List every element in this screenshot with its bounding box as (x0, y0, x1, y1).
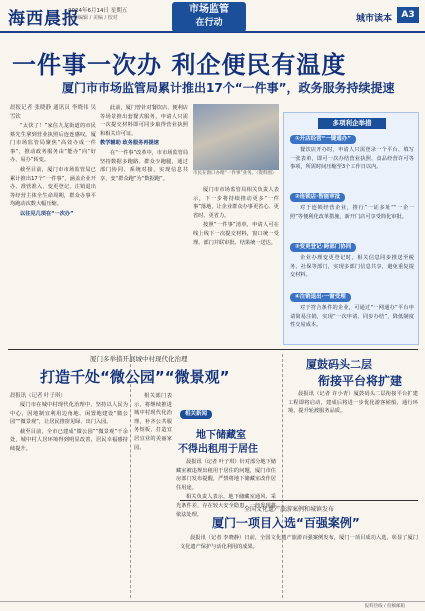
sidebar-title: 多项利企举措 (318, 118, 386, 129)
story5-body (180, 534, 418, 598)
story2-byline: 晨报讯（记者 叶子琪） (10, 393, 66, 399)
story4-body (288, 390, 418, 488)
story2-paragraph: 相关部门表示，将继续推进城中村现代化治理，补齐公共服务短板，打造宜居宜业的美丽家园。 (134, 393, 172, 451)
measures-sidebar (283, 112, 419, 345)
story3-kicker: 相关新闻 (180, 410, 212, 419)
lead-paragraph: 截至目前，厦门市市场监管局已累计推出17个“一件事”，涵盖企业开办、准营准入、变更登记、注销退出等经营主体全生命周期，群众办事平均跑动次数大幅压缩。 (10, 166, 96, 208)
story5-kicker: 全国文化遗产旅游案例和城镇发布 (244, 506, 335, 513)
story4-headline: 衔接平台将扩建 (318, 374, 403, 388)
lead-paragraph: 以往见几项在“一次办” (20, 210, 74, 217)
photo-caption: 市民在窗口办理“一件事”业务。（资料图） (193, 171, 277, 176)
sidebar-text: 餐饮店开办时，申请人只需登录一个平台、填写一张表单，即可一次办结营业执照、食品经营许可等事项，所需时间压缩至3个工作日以内。 (290, 147, 414, 171)
story2-column-2 (134, 392, 172, 451)
story5-divider (180, 500, 418, 501)
lead-column-2 (100, 104, 188, 344)
sidebar-tag: ④注销退出·一窗受理 (290, 293, 351, 302)
lead-subtitle: 教学辅助 政务服务再提速 (100, 140, 159, 147)
section-divider (8, 349, 418, 350)
sidebar-text: 对于连锁经营企业，推行“一证多址”“一企一照”等便利化改革措施，新开门店可享受简化审批。 (290, 205, 414, 220)
story3-headline-2: 不得出租用于居住 (178, 444, 258, 455)
masthead (0, 0, 425, 33)
lead-photo (193, 104, 279, 170)
lead-paragraph: 在“一件事”改革中，市市场监管局坚持数据多跑路、群众少跑腿，通过部门协同、系统对接，实现信息共享，变“群众跑”为“数据跑”。 (100, 149, 189, 182)
newspaper-logo: 海西晨报 (8, 9, 80, 29)
editor-line: 责任编辑 / 美编 / 校对 (68, 15, 118, 21)
sidebar-tag: ③变更登记·跨部门协同 (290, 243, 356, 252)
column-stamp (172, 2, 246, 32)
story2-kicker: 厦门多举措开展城中村现代化治理 (90, 355, 188, 363)
lead-byline: 晨报记者 张晓静 通讯员 李晓伟 吴雪钦 (10, 105, 96, 120)
sidebar-tag: ①开店经营“一键通办” (290, 135, 356, 144)
story2-headline: 打造千处“微公园”“微景观” (40, 368, 230, 386)
story3-paragraph: 晨报讯（记者 叶子琪）针对部分地下储藏室被违规出租用于居住的问题，厦门市住房部门发布提醒，严禁将地下储藏室改作居住用途。 (176, 459, 276, 491)
page-number: A3 (397, 7, 419, 23)
lead-paragraph: 按照“一件事”清单，申请人可在线上线下一次提交材料，窗口统一受理、部门并联审批、结果统一送达。 (193, 222, 279, 246)
story5-headline: 厦门一项目入选“百强案例” (212, 516, 360, 530)
story5-paragraph: 晨报讯（记者 李晓静）日前，全国文化遗产旅游百强案例发布，厦门一项目成功入选，彰显了厦门文化遗产保护与活化利用的成果。 (180, 535, 418, 550)
stamp-line-2: 在行动 (195, 18, 223, 28)
lead-paragraph: 此前，厦门曾针对餐饮店、便利店等场景推出套餐式服务，申请人只需一次提交材料即可同步取得营业执照和相关许可证。 (100, 105, 188, 137)
page-footer: 报料热线 / 投稿邮箱 (0, 601, 425, 611)
story4-paragraph: 晨报讯（记者 许小青）厦鼓码头二层衔接平台扩建工程即将启动，建成后将进一步优化游客候船、通行环境，提升轮渡服务品质。 (288, 391, 418, 415)
story2-column-1 (10, 392, 128, 598)
story3-headline: 地下储藏室 (196, 430, 246, 441)
stamp-line-1: 市场监管 (189, 4, 229, 15)
story2-paragraph: 厦门市在城中村现代化治理中，坚持以人民为中心，因地制宜利用边角地、闲置地建设“微公园”“微景观”，让居民推窗见绿、出门入园。 (10, 402, 128, 426)
lead-paragraph: “太快了！”家住九龙街道的市民蔡先生拿到营业执照后连连感叹。厦门市场监管局聚焦“高效办成一件事”，推动政务服务由“能办”向“好办、易办”转变。 (10, 123, 96, 164)
issue-date: 2024年6月14日 星期五 (68, 8, 128, 14)
section-name: 城市读本 (356, 14, 393, 24)
lead-paragraph: 厦门市市场监管局相关负责人表示，下一步将持续推动更多“一件事”落地，让企业群众办事更省心、更省时、更省力。 (193, 187, 279, 219)
sidebar-tag: ②连锁店·智能审批 (290, 193, 345, 202)
lead-subhead: 厦门市市场监管局累计推出17个“一件事”，政务服务持续提速 (62, 81, 395, 95)
story4-kicker: 厦鼓码头二层 (306, 358, 372, 371)
lead-column-3 (193, 186, 279, 344)
sidebar-text: 企业办理变更登记时，相关信息同步推送至税务、社保等部门，实现多部门信息共享，避免重复提交材料。 (290, 255, 414, 279)
lead-headline: 一件事一次办 利企便民有温度 (12, 51, 347, 79)
column-rule (130, 354, 131, 598)
story3-paragraph: 相关负责人表示，地下储藏室通风、采光条件差，存在较大安全隐患，一经发现将依法处理。 (176, 494, 276, 518)
lead-column-1 (10, 104, 96, 344)
story2-paragraph: 截至目前，全市已建成“微公园”“微景观”千余处，城中村人居环境得到明显改善，居民幸福感持续提升。 (10, 428, 128, 452)
sidebar-text: 对于符合条件的企业，可通过“一网通办”平台申请简易注销，实现“一次申请、同步办结”，降低制度性交易成本。 (290, 305, 414, 329)
